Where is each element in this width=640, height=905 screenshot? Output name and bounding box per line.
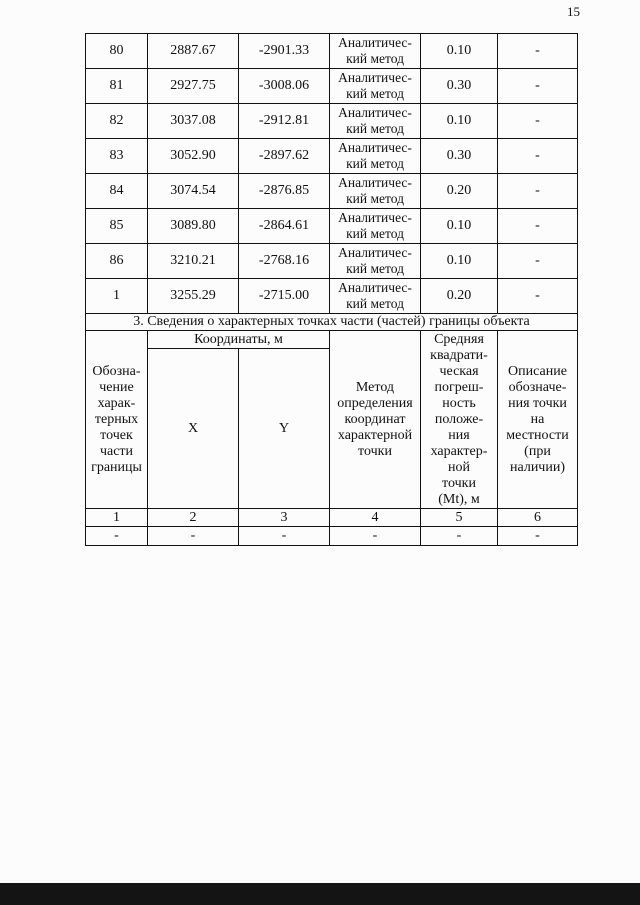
point-number-cell: 86 [86, 244, 148, 279]
section-3-title-row [86, 314, 578, 331]
method-line: кий метод [346, 296, 404, 311]
description-cell: - [498, 209, 578, 244]
header-designation [86, 331, 148, 509]
description-cell: - [498, 34, 578, 69]
point-row [86, 104, 578, 139]
method-line: Аналитичес- [338, 280, 412, 295]
header-line: ния точки [508, 395, 567, 411]
header-line: части [99, 443, 134, 459]
y-coordinate-cell: -2876.85 [239, 174, 330, 209]
header-line: точки [442, 475, 476, 491]
column-number: 6 [498, 509, 578, 527]
header-line: границы [91, 459, 142, 475]
header-line: погреш- [434, 379, 484, 395]
method-line: кий метод [346, 121, 404, 136]
description-cell: - [498, 139, 578, 174]
header-line: Описание [508, 363, 567, 379]
header-line: характерной [337, 427, 413, 443]
empty-cell: - [148, 527, 239, 546]
header-line: на [530, 411, 545, 427]
method-cell [330, 34, 421, 69]
header-line: ной [448, 459, 470, 475]
y-coordinate-cell: -2912.81 [239, 104, 330, 139]
point-number-cell: 82 [86, 104, 148, 139]
column-number: 5 [421, 509, 498, 527]
method-cell [330, 244, 421, 279]
empty-cell: - [239, 527, 330, 546]
y-coordinate-cell: -2864.61 [239, 209, 330, 244]
header-description [498, 331, 578, 509]
description-cell: - [498, 279, 578, 314]
method-line: кий метод [346, 261, 404, 276]
column-number: 2 [148, 509, 239, 527]
header-line: ность [442, 395, 476, 411]
method-line: Аналитичес- [338, 245, 412, 260]
x-coordinate-cell: 3052.90 [148, 139, 239, 174]
x-coordinate-cell: 3089.80 [148, 209, 239, 244]
x-coordinate-cell: 2927.75 [148, 69, 239, 104]
header-line: координат [344, 411, 406, 427]
y-coordinate-cell: -3008.06 [239, 69, 330, 104]
point-number-cell: 81 [86, 69, 148, 104]
header-method [330, 331, 421, 509]
description-cell: - [498, 244, 578, 279]
empty-cell: - [498, 527, 578, 546]
header-line: ния [448, 427, 470, 443]
x-coordinate-cell: 2887.67 [148, 34, 239, 69]
mean-error-cell: 0.10 [421, 104, 498, 139]
mean-error-cell: 0.10 [421, 34, 498, 69]
header-line: терных [94, 411, 139, 427]
coordinates-table [85, 33, 578, 546]
point-number-cell: 83 [86, 139, 148, 174]
header-line: Обозна- [92, 363, 141, 379]
point-row [86, 244, 578, 279]
header-line: ческая [439, 363, 479, 379]
point-row [86, 139, 578, 174]
method-line: Аналитичес- [338, 35, 412, 50]
header-line: чение [99, 379, 134, 395]
header-line: точки [358, 443, 392, 459]
header-line: Метод [355, 379, 395, 395]
method-line: Аналитичес- [338, 175, 412, 190]
header-line: обозначе- [508, 379, 567, 395]
header-line: положе- [434, 411, 484, 427]
x-coordinate-cell: 3210.21 [148, 244, 239, 279]
empty-cell: - [421, 527, 498, 546]
header-row [86, 331, 578, 349]
method-line: Аналитичес- [338, 70, 412, 85]
column-number: 1 [86, 509, 148, 527]
point-row [86, 34, 578, 69]
empty-cell: - [86, 527, 148, 546]
point-number-cell: 1 [86, 279, 148, 314]
empty-data-row [86, 527, 578, 546]
header-line: местности [506, 427, 569, 443]
mean-error-cell: 0.20 [421, 174, 498, 209]
method-cell [330, 139, 421, 174]
header-line: точек [100, 427, 133, 443]
point-number-cell: 85 [86, 209, 148, 244]
y-coordinate-cell: -2897.62 [239, 139, 330, 174]
header-line: (при [524, 443, 551, 459]
x-coordinate-cell: 3074.54 [148, 174, 239, 209]
column-number: 3 [239, 509, 330, 527]
point-row [86, 174, 578, 209]
method-line: Аналитичес- [338, 140, 412, 155]
header-y: Y [239, 349, 330, 509]
description-cell: - [498, 69, 578, 104]
header-line: Средняя [434, 331, 484, 347]
header-line: определения [337, 395, 413, 411]
method-cell [330, 279, 421, 314]
mean-error-cell: 0.10 [421, 244, 498, 279]
mean-error-cell: 0.30 [421, 139, 498, 174]
header-line: (Mt), м [438, 491, 480, 507]
header-line: харак- [97, 395, 136, 411]
header-line: характер- [430, 443, 488, 459]
column-number: 4 [330, 509, 421, 527]
mean-error-cell: 0.30 [421, 69, 498, 104]
empty-cell: - [330, 527, 421, 546]
method-line: кий метод [346, 191, 404, 206]
method-line: кий метод [346, 51, 404, 66]
point-number-cell: 80 [86, 34, 148, 69]
point-number-cell: 84 [86, 174, 148, 209]
description-cell: - [498, 104, 578, 139]
header-line: квадрати- [430, 347, 488, 363]
header-coordinates: Координаты, м [148, 331, 330, 349]
point-row [86, 279, 578, 314]
point-row [86, 69, 578, 104]
method-cell [330, 69, 421, 104]
page-number: 15 [567, 4, 580, 19]
mean-error-cell: 0.10 [421, 209, 498, 244]
point-row [86, 209, 578, 244]
method-line: Аналитичес- [338, 210, 412, 225]
scan-bottom-edge [0, 883, 640, 905]
x-coordinate-cell: 3255.29 [148, 279, 239, 314]
header-mean-error [421, 331, 498, 509]
column-numbers-row [86, 509, 578, 527]
method-line: Аналитичес- [338, 105, 412, 120]
y-coordinate-cell: -2901.33 [239, 34, 330, 69]
point-rows [86, 34, 578, 314]
section-3-title: 3. Сведения о характерных точках части (частей) границы объекта [86, 314, 578, 331]
method-line: кий метод [346, 86, 404, 101]
y-coordinate-cell: -2768.16 [239, 244, 330, 279]
method-line: кий метод [346, 156, 404, 171]
method-cell [330, 104, 421, 139]
x-coordinate-cell: 3037.08 [148, 104, 239, 139]
method-cell [330, 209, 421, 244]
description-cell: - [498, 174, 578, 209]
header-line: наличии) [510, 459, 565, 475]
y-coordinate-cell: -2715.00 [239, 279, 330, 314]
method-cell [330, 174, 421, 209]
header-x: X [148, 349, 239, 509]
mean-error-cell: 0.20 [421, 279, 498, 314]
method-line: кий метод [346, 226, 404, 241]
